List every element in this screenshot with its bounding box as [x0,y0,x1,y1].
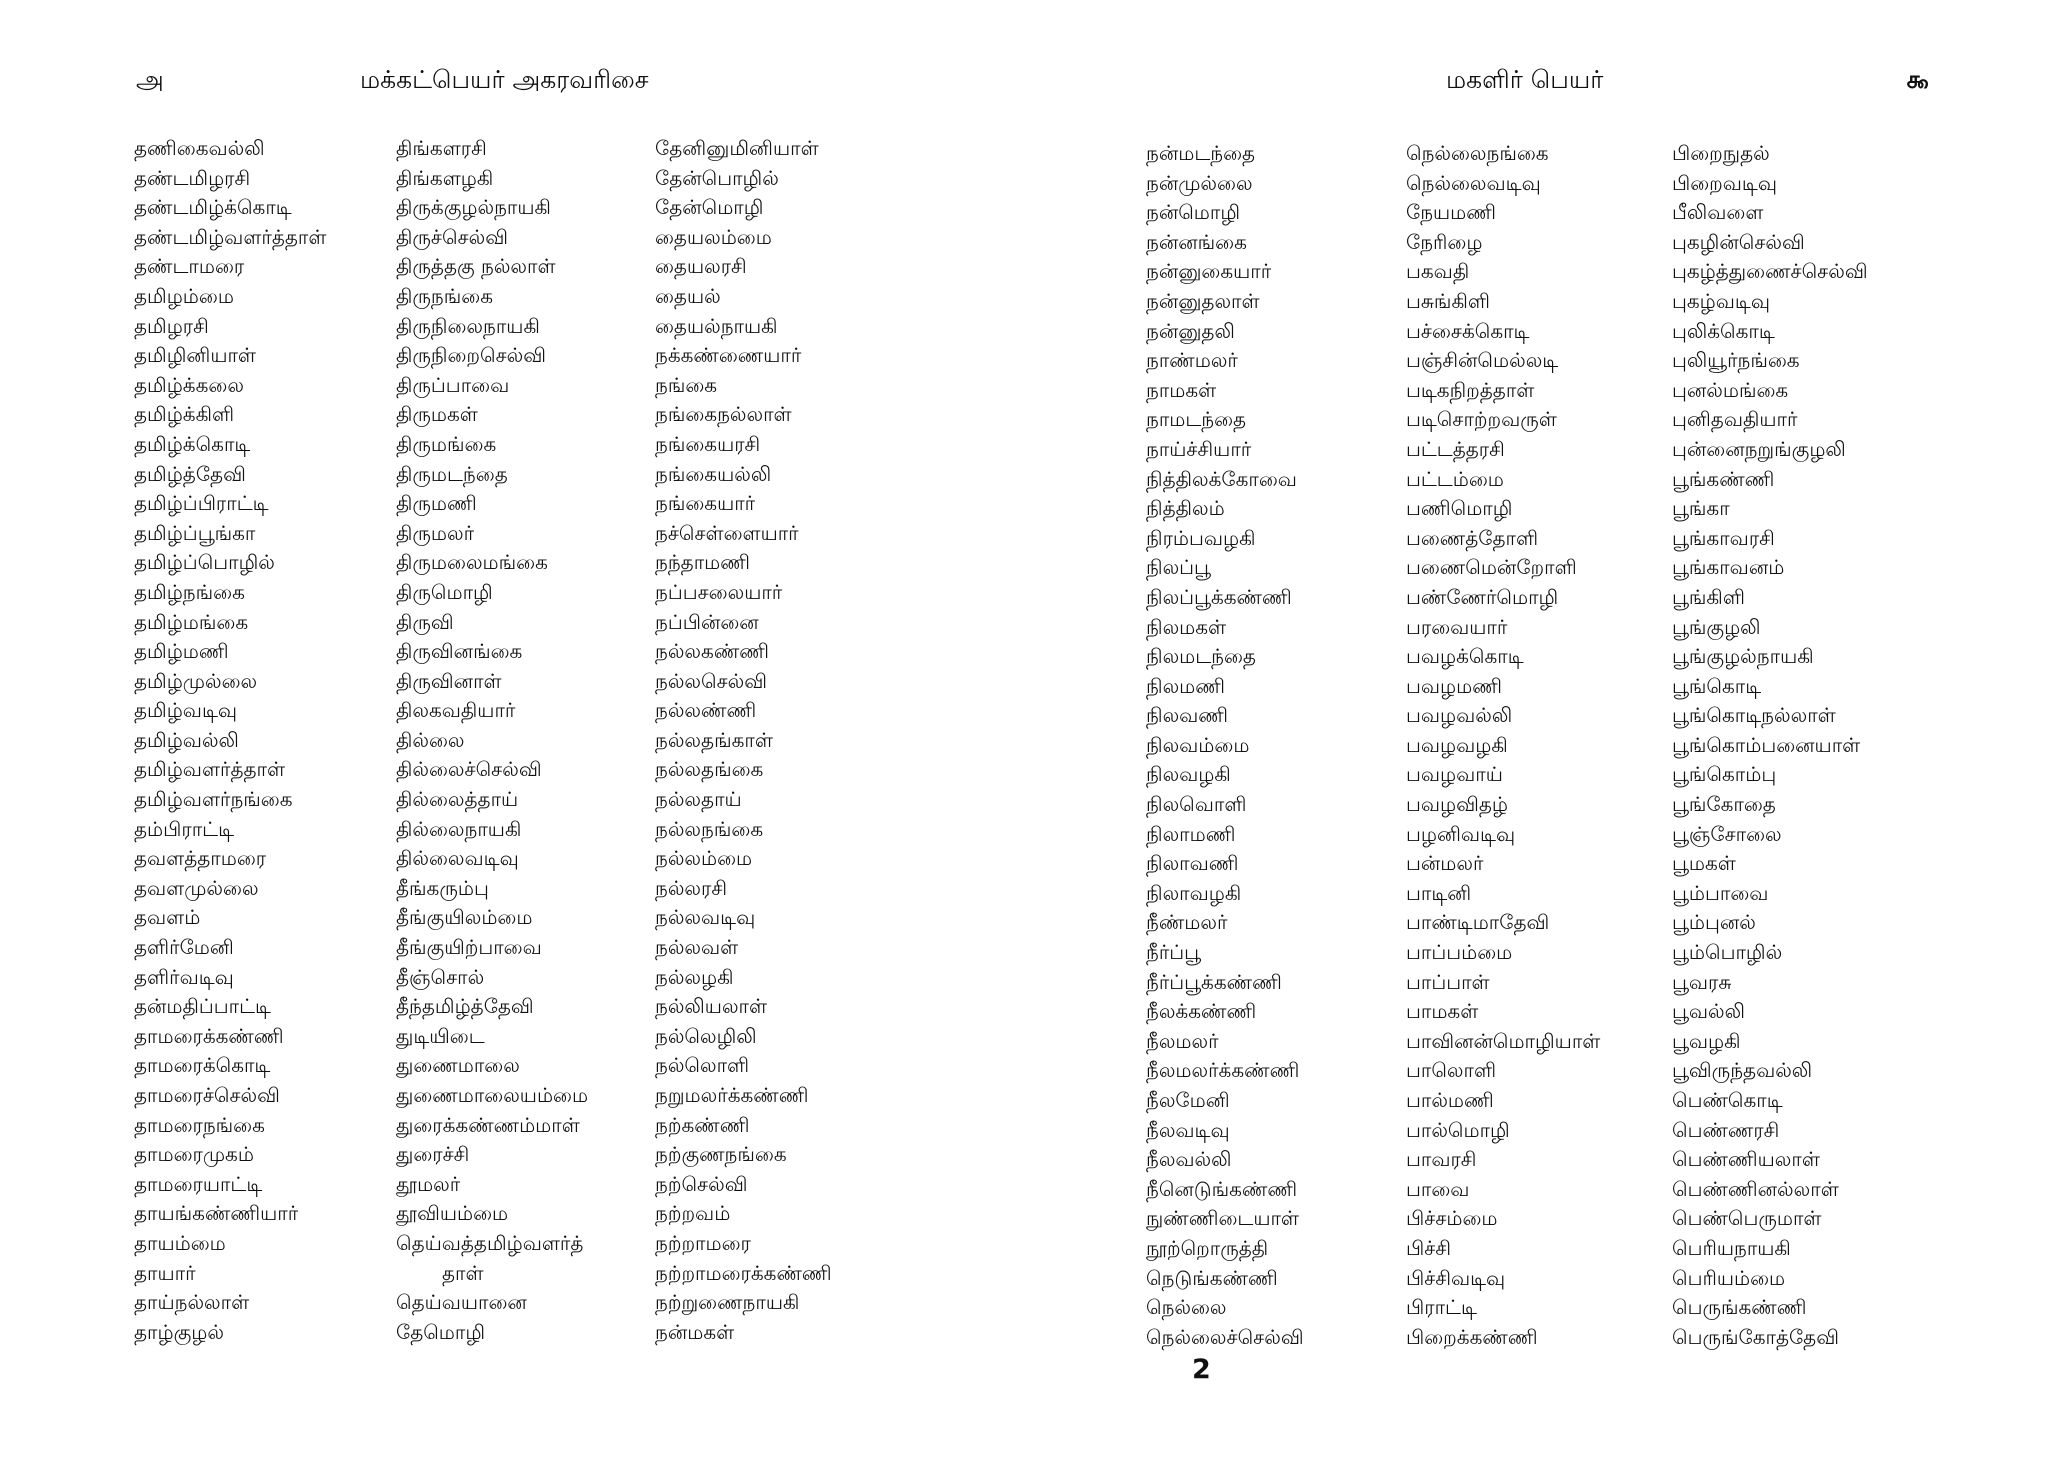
name-entry: நிலாவணி [1146,851,1239,876]
name-entry: திங்களரசி [396,136,487,160]
name-entry: பூவழகி [1672,1028,1741,1053]
name-entry: பூங்காவரசி [1672,525,1775,550]
name-entry: தமிழ்முல்லை [134,668,258,693]
name-entry: தாமரைச்செல்வி [134,1083,280,1107]
name-entry: பூங்கிளி [1672,584,1745,609]
name-entry: தாய்நல்லாள் [134,1290,250,1315]
name-entry: நன்மடந்தை [1146,141,1256,165]
name-entry: தமிழ்வளர்த்தாள் [134,757,285,782]
name-entry: நன்னுகையார் [1146,259,1272,284]
name-entry: நுண்ணிடையாள் [1146,1206,1299,1231]
name-entry: நல்லவடிவு [655,905,756,930]
name-entry: பெண்ணினல்லாள் [1672,1176,1839,1201]
name-entry: தவளத்தாமரை [134,846,267,871]
name-entry: திருமணி [396,491,477,516]
name-entry: பெண்கொடி [1672,1088,1783,1112]
name-entry: பிறைநுதல் [1672,141,1770,165]
header-mark: ௯ [1906,65,1930,94]
name-entry: நல்லகண்ணி [655,639,770,664]
name-entry: பூஞ்சோலை [1672,821,1782,846]
name-entry: தண்டமிழ்க்கொடி [134,195,292,220]
name-entry: தமிழினியாள் [134,343,256,368]
name-entry: தில்லைநாயகி [396,816,522,841]
name-entry: தையலம்மை [655,224,772,249]
name-entry: தேனினுமினியாள் [655,136,819,160]
name-entry: நிலவொளி [1146,792,1247,817]
name-entry: நல்லழகி [655,964,734,989]
name-entry: பஞ்சின்மெல்லடி [1406,348,1559,373]
name-entry: பூம்புனல் [1672,910,1756,935]
name-entry: தம்பிராட்டி [134,816,234,841]
name-entry: பெண்பெருமாள் [1672,1206,1822,1231]
name-entry: படிகநிறத்தாள் [1406,377,1535,402]
name-entry: நற்றவம் [655,1201,731,1226]
name-entry: படிசொற்றவருள் [1406,407,1557,432]
name-entry: பவழமணி [1406,673,1502,698]
name-entry: தமிழரசி [134,313,209,338]
name-entry: நன்னுதலி [1146,318,1235,343]
name-entry: தில்லைத்தாய் [396,787,519,812]
name-entry: பாமகள் [1406,999,1479,1024]
name-entry: திருமலைமங்கை [396,550,548,575]
name-entry: தாமரைநங்கை [134,1112,265,1137]
name-entry: நங்கையார் [655,491,756,516]
name-entry: பாவரசி [1406,1147,1477,1172]
name-entry: நூற்றொருத்தி [1146,1235,1269,1260]
name-entry: பவழவல்லி [1406,703,1513,728]
name-entry: பூமகள் [1672,851,1736,876]
name-entry: துணைமாலையம்மை [396,1083,589,1107]
name-entry: நல்லதாய் [655,787,742,812]
name-entry: தாள் [442,1260,484,1285]
name-entry: பிச்சம்மை [1406,1206,1498,1231]
right-page-title: மகளிர் பெயர் [1446,65,1604,94]
name-entry: பூங்கண்ணி [1672,466,1775,491]
name-entry: பூங்காவனம் [1672,555,1785,580]
name-entry: நீலக்கண்ணி [1146,999,1257,1024]
name-entry: நிலமகள் [1146,614,1227,639]
name-entry: தமிழ்க்கொடி [134,431,251,456]
name-entry: திலகவதியார் [396,698,516,723]
name-entry: பண்ணேர்மொழி [1406,584,1559,609]
name-entry: தமிழ்மங்கை [134,609,249,634]
name-column-2 [396,134,588,1347]
name-entry: நப்பசலையார் [655,579,783,604]
name-entry: நிலாவழகி [1146,880,1242,905]
name-entry: பாப்பம்மை [1406,940,1513,965]
name-entry: பாண்டிமாதேவி [1406,910,1550,935]
name-entry: தாயார் [134,1260,196,1285]
name-entry: நெல்லை [1146,1295,1227,1320]
name-entry: தமிழ்வல்லி [134,727,239,752]
name-entry: நற்றாமரைக்கண்ணி [655,1260,832,1285]
name-entry: தமிழ்ப்பொழில் [134,550,275,575]
name-entry: தாமரையாட்டி [134,1171,263,1196]
name-entry: பட்டம்மை [1406,466,1504,491]
name-entry: திருமடந்தை [396,461,508,486]
name-entry: பூங்குழல்நாயகி [1672,644,1814,669]
name-entry: நல்லம்மை [655,846,753,871]
name-entry: தாயங்கண்ணியார் [134,1201,299,1226]
name-entry: நெல்லைச்செல்வி [1146,1324,1304,1349]
page-number: 2 [1192,1354,1211,1385]
name-entry: புலிக்கொடி [1672,318,1775,343]
name-entry: பசுங்கிளி [1406,288,1490,313]
name-entry: தமிழ்நங்கை [134,579,245,604]
name-entry: தவளம் [134,905,201,930]
name-entry: திருநங்கை [396,283,493,308]
name-entry: பணைத்தோளி [1406,525,1539,550]
name-entry: நங்கையரசி [655,431,761,456]
name-entry: நெல்லைவடிவு [1406,170,1541,195]
name-entry: திருமொழி [396,579,493,604]
name-entry: நிலவணி [1146,703,1229,728]
name-entry: தமிழ்க்கிளி [134,402,235,427]
name-entry: தீங்குயிற்பாவை [396,935,542,960]
name-entry: நீலவடிவு [1146,1117,1230,1142]
name-entry: நங்கைநல்லாள் [655,402,792,427]
name-entry: புனல்மங்கை [1672,377,1789,402]
name-entry: பணைமென்றோளி [1406,555,1577,580]
name-entry: தளிர்மேனி [134,935,234,960]
name-entry: நிலவம்மை [1146,732,1250,757]
name-entry: புன்னைநறுங்குழலி [1672,436,1846,461]
name-entry: நக்கண்ணையார் [655,343,802,368]
name-entry: நீர்ப்பூக்கண்ணி [1146,969,1282,994]
name-entry: பால்மொழி [1406,1117,1510,1142]
name-entry: பவழக்கொடி [1406,644,1524,669]
name-entry: நல்லசெல்வி [655,668,768,693]
name-entry: தவளமுல்லை [134,875,259,900]
name-entry: நிலாமணி [1146,821,1236,846]
name-entry: நெல்லைநங்கை [1406,141,1549,165]
name-entry: நாமடந்தை [1146,407,1247,432]
name-entry: துரைக்கண்ணம்மாள் [396,1112,580,1137]
name-entry: பவழவாய் [1406,762,1503,787]
name-entry: நேரிழை [1406,229,1483,254]
name-entry: நீண்மலர் [1146,910,1228,935]
name-entry: நற்செல்வி [655,1171,748,1196]
name-entry: பெருங்கண்ணி [1672,1295,1807,1320]
name-column-4 [1146,139,1304,1352]
name-entry: பழனிவடிவு [1406,821,1516,846]
name-entry: தேன்பொழில் [655,165,779,190]
name-entry: நல்லநங்கை [655,816,764,841]
name-entry: தாழ்குழல் [134,1319,224,1344]
name-entry: தமிழ்வளர்நங்கை [134,787,293,812]
name-entry: நல்லதங்கை [655,757,764,782]
name-entry: நல்லண்ணி [655,698,757,723]
name-entry: திருக்குழல்நாயகி [396,195,551,220]
name-entry: நங்கையல்லி [655,461,772,486]
name-entry: பிராட்டி [1406,1295,1477,1320]
name-entry: தமிழம்மை [134,283,234,308]
name-entry: தமிழ்ப்பிராட்டி [134,491,269,516]
name-entry: பூங்கோதை [1672,792,1776,817]
name-entry: புகழ்த்துணைச்செல்வி [1672,259,1868,284]
name-entry: தாமரைமுகம் [134,1142,254,1167]
name-entry: திருவினங்கை [396,639,523,664]
name-entry: புகழ்வடிவு [1672,288,1770,313]
name-entry: நாய்ச்சியார் [1146,436,1252,461]
name-entry: பிறைவடிவு [1672,170,1777,195]
name-entry: தீங்குயிலம்மை [396,905,533,930]
name-entry: பரவையார் [1406,614,1508,639]
name-entry: நிலப்பூக்கண்ணி [1146,584,1292,609]
name-entry: நற்றாமரை [655,1230,751,1255]
name-entry: நன்னங்கை [1146,229,1247,254]
name-entry: புகழின்செல்வி [1672,229,1805,254]
name-entry: திருவினாள் [396,668,502,693]
name-entry: நீலமலர்க்கண்ணி [1146,1058,1300,1083]
name-entry: நீலமலர் [1146,1028,1219,1053]
name-entry: தன்மதிப்பாட்டி [134,994,271,1019]
name-entry: தூமலர் [396,1171,461,1196]
name-entry: நல்லதங்காள் [655,727,773,752]
name-entry: தாயம்மை [134,1230,226,1255]
name-column-5 [1406,139,1600,1352]
name-entry: துணைமாலை [396,1053,520,1078]
name-entry: நங்கை [655,372,718,397]
name-entry: தூவியம்மை [396,1201,509,1226]
name-entry: தீந்தமிழ்த்தேவி [396,994,534,1019]
name-entry: நீலவல்லி [1146,1147,1232,1172]
name-entry: நித்திலம் [1146,496,1225,521]
name-entry: பீலிவளை [1672,200,1764,225]
name-entry: பால்மணி [1406,1088,1494,1112]
name-entry: நன்மொழி [1146,200,1241,225]
name-entry: நாண்மலர் [1146,348,1238,373]
name-entry: நல்லெழிலி [655,1023,757,1048]
name-entry: பூம்பொழில் [1672,940,1783,965]
name-entry: நீலமேனி [1146,1088,1230,1112]
name-entry: பூங்கொம்பனையாள் [1672,732,1861,757]
name-entry: பூங்கொடிநல்லாள் [1672,703,1836,728]
name-entry: நிலவழகி [1146,762,1231,787]
name-entry: திருமலர் [396,520,475,545]
name-entry: நித்திலக்கோவை [1146,466,1297,491]
name-entry: நிலமணி [1146,673,1226,698]
name-entry: பாவினன்மொழியாள் [1406,1028,1601,1053]
name-entry: நெடுங்கண்ணி [1146,1265,1278,1290]
name-entry: பட்டத்தரசி [1406,436,1505,461]
name-entry: பிச்சி [1406,1235,1451,1260]
name-entry: நேயமணி [1406,200,1497,225]
name-entry: பூம்பாவை [1672,880,1769,905]
left-page-title: மக்கட்பெயர் அகரவரிசை [360,65,649,94]
name-entry: நல்லியலாள் [655,994,768,1019]
name-entry: நச்செள்ளையார் [655,520,799,545]
name-entry: பூவிருந்தவல்லி [1672,1058,1813,1083]
name-entry: நீனெடுங்கண்ணி [1146,1176,1298,1201]
name-entry: நீர்ப்பூ [1146,940,1202,965]
name-entry: தாமரைக்கண்ணி [134,1023,284,1048]
name-entry: பாடினி [1406,880,1472,905]
name-entry: தையல்நாயகி [655,313,778,338]
name-entry: பவழவழகி [1406,732,1508,757]
name-entry: தமிழ்வடிவு [134,698,238,723]
name-entry: தண்டாமரை [134,254,245,279]
name-entry: தண்டமிழ்வளர்த்தாள் [134,224,327,249]
name-entry: நன்னுதலாள் [1146,288,1260,313]
name-entry: நந்தாமணி [655,550,750,575]
name-entry: தில்லைவடிவு [396,846,519,871]
name-entry: பாலொளி [1406,1058,1497,1083]
name-entry: துடியிடை [396,1023,485,1048]
name-entry: திருநிறைசெல்வி [396,343,547,368]
name-entry: பாப்பாள் [1406,969,1490,994]
name-entry: நற்கண்ணி [655,1112,750,1137]
name-entry: பூங்கொடி [1672,673,1762,698]
name-entry: திருவி [396,609,454,634]
name-entry: நிலப்பூ [1146,555,1211,580]
name-entry: நல்லவள் [655,935,739,960]
name-entry: தமிழ்த்தேவி [134,461,246,486]
name-column-3 [655,134,832,1347]
name-entry: திருநிலைநாயகி [396,313,540,338]
name-entry: நாமகள் [1146,377,1217,402]
name-entry: தமிழ்க்கலை [134,372,244,397]
name-entry: நல்லரசி [655,875,728,900]
name-entry: பணிமொழி [1406,496,1513,521]
name-entry: பிறைக்கண்ணி [1406,1324,1538,1349]
name-entry: நல்லொளி [655,1053,750,1078]
name-entry: தண்டமிழரசி [134,165,251,190]
name-entry: நற்குணநங்கை [655,1142,787,1167]
name-entry: பூங்கொம்பு [1672,762,1777,787]
name-entry: பிச்சிவடிவு [1406,1265,1506,1290]
name-entry: பாவை [1406,1176,1470,1201]
name-entry: தாமரைக்கொடி [134,1053,271,1078]
name-entry: புனிதவதியார் [1672,407,1798,432]
name-entry: தீங்கரும்பு [396,875,489,900]
name-entry: தணிகைவல்லி [134,136,265,160]
name-entry: திங்களழகி [396,165,494,190]
name-entry: திருத்தகு நல்லாள் [396,254,556,279]
name-entry: பூவல்லி [1672,999,1746,1024]
name-entry: பெரியநாயகி [1672,1235,1791,1260]
name-entry: பச்சைக்கொடி [1406,318,1530,343]
name-column-6 [1672,139,1868,1352]
name-entry: நிரம்பவழகி [1146,525,1256,550]
name-entry: பெண்ணரசி [1672,1117,1780,1142]
name-entry: திருச்செல்வி [396,224,508,249]
name-entry: தையலரசி [655,254,747,279]
name-entry: தெய்வத்தமிழ்வளர்த் [396,1230,584,1255]
name-entry: பெரியம்மை [1672,1265,1786,1290]
name-entry: தமிழ்ப்பூங்கா [134,520,256,545]
name-entry: பெண்ணியலாள் [1672,1147,1820,1172]
name-entry: நப்பின்னை [655,609,759,634]
name-entry: நிலமடந்தை [1146,644,1256,669]
name-entry: திருமகள் [396,402,478,427]
name-column-1 [134,134,326,1347]
name-entry: தில்லை [396,727,465,752]
name-entry: பூங்கா [1672,496,1730,521]
name-entry: தமிழ்மணி [134,639,229,664]
name-entry: நன்மகள் [655,1319,735,1344]
name-entry: பெருங்கோத்தேவி [1672,1324,1839,1349]
name-entry: பூங்குழலி [1672,614,1761,639]
name-entry: திருப்பாவை [396,372,510,397]
name-entry: பூவரசு [1672,969,1732,994]
name-entry: தேமொழி [396,1319,486,1344]
header-letter: அ [136,65,164,94]
name-entry: திருமங்கை [396,431,497,456]
name-entry: தேன்மொழி [655,195,764,220]
name-entry: தில்லைச்செல்வி [396,757,542,782]
name-entry: தளிர்வடிவு [134,964,234,989]
name-entry: நறுமலர்க்கண்ணி [655,1083,809,1107]
name-entry: பன்மலர் [1406,851,1484,876]
name-entry: துரைச்சி [396,1142,470,1167]
name-entry: தெய்வயானை [396,1290,527,1315]
name-entry: தீஞ்சொல் [396,964,485,989]
name-entry: புலியூர்நங்கை [1672,348,1800,373]
name-entry: தையல் [655,283,721,308]
name-entry: நன்முல்லை [1146,170,1253,195]
name-entry: பவழவிதழ் [1406,792,1508,817]
name-entry: பகவதி [1406,259,1470,284]
name-entry: நற்றுணைநாயகி [655,1290,800,1315]
